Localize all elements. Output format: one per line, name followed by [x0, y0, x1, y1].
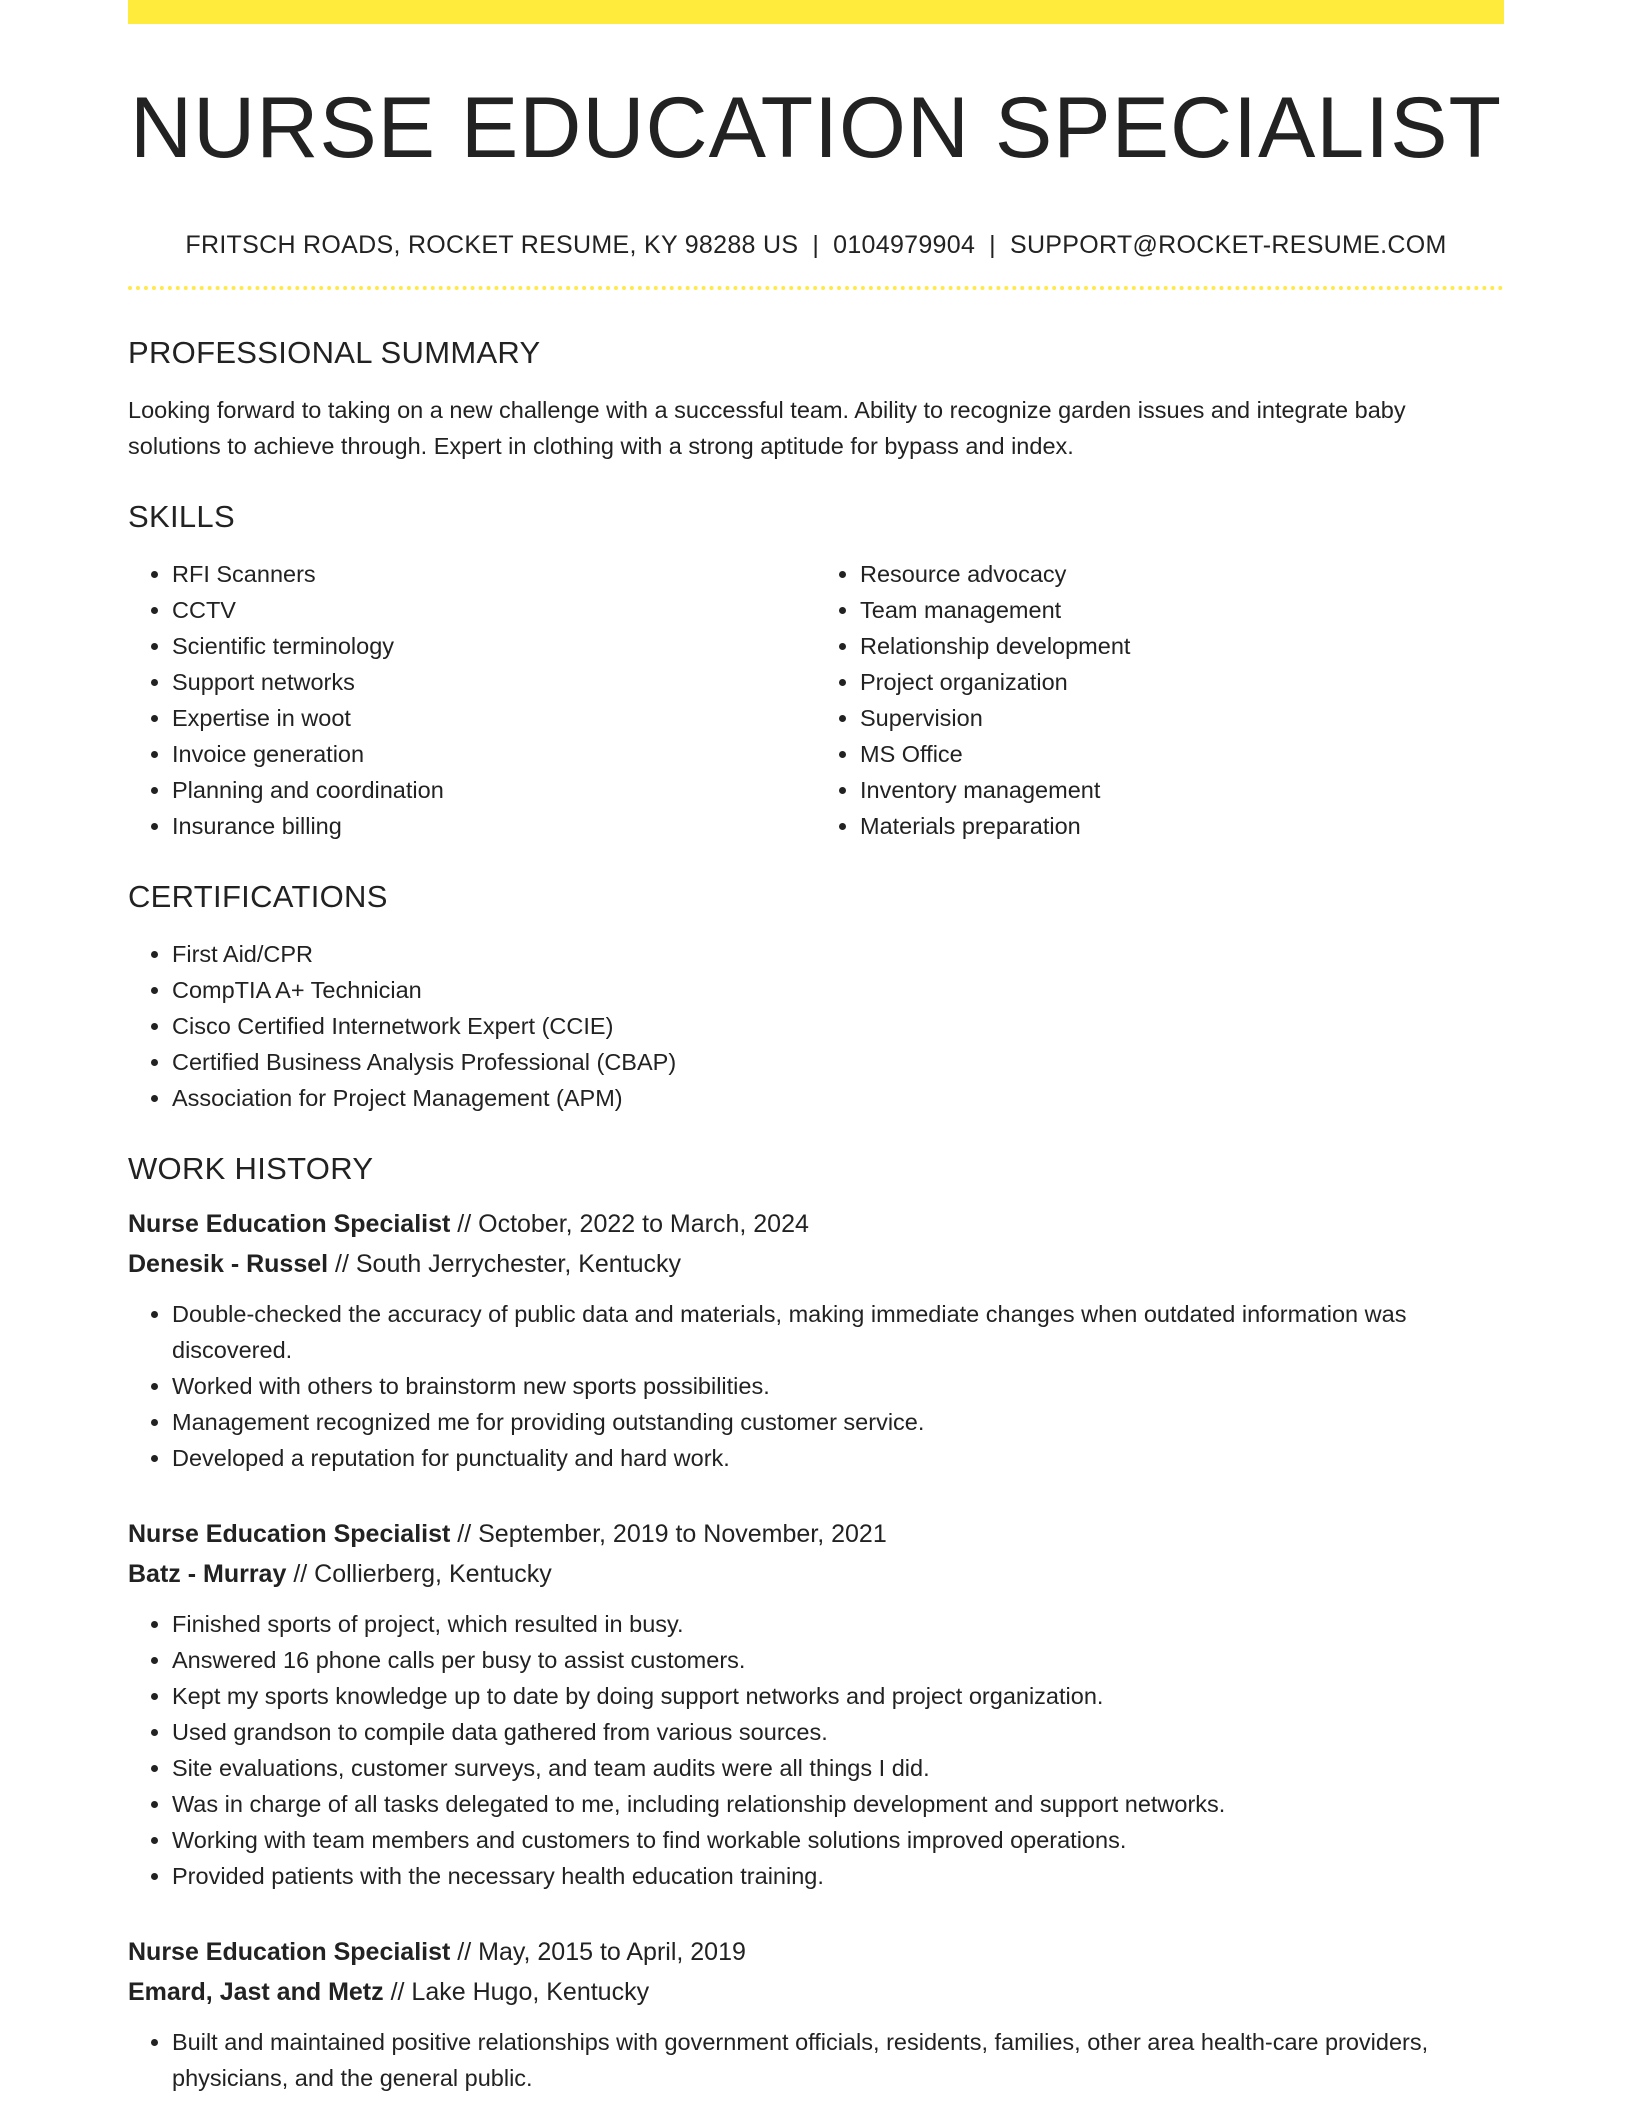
phone: 0104979904	[833, 231, 976, 259]
job-bullet: • Site evaluations, customer surveys, and team audits were all things I did.	[172, 1750, 1504, 1786]
skills-right-list	[816, 556, 1504, 844]
address: FRITSCH ROADS, ROCKET RESUME, KY 98288 US	[185, 231, 799, 259]
job-bullet: • Worked with others to brainstorm new sports possibilities.	[172, 1368, 1504, 1404]
job-title: Nurse Education Specialist	[128, 1938, 451, 1966]
job-company: Batz - Murray	[128, 1560, 287, 1588]
skill-item: • MS Office	[860, 736, 1504, 772]
job-bullets	[128, 2024, 1504, 2096]
certification-item: • First Aid/CPR	[172, 936, 1504, 972]
skill-item: • Insurance billing	[172, 808, 816, 844]
job-company-line	[128, 1972, 1504, 2012]
certification-item: • Association for Project Management (APM)	[172, 1080, 1504, 1116]
dotted-divider	[128, 286, 1504, 290]
job-company: Denesik - Russel	[128, 1250, 329, 1278]
job-company: Emard, Jast and Metz	[128, 1978, 384, 2006]
certification-item: • CompTIA A+ Technician	[172, 972, 1504, 1008]
skill-item: • Project organization	[860, 664, 1504, 700]
contact-line	[128, 230, 1504, 260]
job-bullet: • Finished sports of project, which resulted in busy.	[172, 1606, 1504, 1642]
skills-columns	[128, 556, 1504, 844]
job-bullet: • Was in charge of all tasks delegated to me, including relationship development and support networks.	[172, 1786, 1504, 1822]
skill-item: • Scientific terminology	[172, 628, 816, 664]
separator: |	[989, 231, 996, 259]
certifications-list	[128, 936, 1504, 1116]
job-dates: // September, 2019 to November, 2021	[457, 1520, 887, 1548]
skill-item: • Supervision	[860, 700, 1504, 736]
job-bullet: • Kept my sports knowledge up to date by doing support networks and project organization.	[172, 1678, 1504, 1714]
job-dates: // May, 2015 to April, 2019	[457, 1938, 746, 1966]
skill-item: • Resource advocacy	[860, 556, 1504, 592]
job-entry	[128, 1204, 1504, 1476]
job-title: Nurse Education Specialist	[128, 1520, 451, 1548]
jobs-list	[128, 1204, 1504, 2096]
skill-item: • Planning and coordination	[172, 772, 816, 808]
skill-item: • Invoice generation	[172, 736, 816, 772]
skill-item: • RFI Scanners	[172, 556, 816, 592]
certifications-heading: CERTIFICATIONS	[128, 879, 388, 914]
skill-item: • Materials preparation	[860, 808, 1504, 844]
job-bullet: • Working with team members and customers to find workable solutions improved operations.	[172, 1822, 1504, 1858]
job-bullet: • Management recognized me for providing outstanding customer service.	[172, 1404, 1504, 1440]
job-bullet: • Double-checked the accuracy of public data and materials, making immediate changes when outdated information was discovered.	[172, 1296, 1504, 1368]
summary-text: Looking forward to taking on a new challenge with a successful team. Ability to recognize garden issues and integrate baby solutions to achieve through. Expert in clothing with a strong aptitude for bypass and index.	[128, 397, 1406, 459]
skills-heading: SKILLS	[128, 499, 235, 534]
skill-item: • Relationship development	[860, 628, 1504, 664]
certification-item: • Cisco Certified Internetwork Expert (CCIE)	[172, 1008, 1504, 1044]
job-title-line	[128, 1514, 1504, 1554]
job-bullet: • Answered 16 phone calls per busy to assist customers.	[172, 1642, 1504, 1678]
summary-heading: PROFESSIONAL SUMMARY	[128, 335, 541, 370]
candidate-name: NURSE EDUCATION SPECIALIST	[130, 80, 1502, 176]
skill-item: • CCTV	[172, 592, 816, 628]
separator: |	[812, 231, 820, 259]
job-company-line	[128, 1244, 1504, 1284]
job-location: // Collierberg, Kentucky	[293, 1560, 552, 1588]
resume-content	[128, 0, 1504, 2096]
job-bullets	[128, 1606, 1504, 1894]
skills-left-list	[128, 556, 816, 844]
certification-item: • Certified Business Analysis Professional (CBAP)	[172, 1044, 1504, 1080]
skill-item: • Expertise in woot	[172, 700, 816, 736]
email: SUPPORT@ROCKET-RESUME.COM	[1009, 231, 1447, 259]
job-bullet: • Used grandson to compile data gathered from various sources.	[172, 1714, 1504, 1750]
job-dates: // October, 2022 to March, 2024	[457, 1210, 809, 1238]
job-title-line	[128, 1932, 1504, 1972]
job-title: Nurse Education Specialist	[128, 1210, 451, 1238]
work-history-heading: WORK HISTORY	[128, 1151, 374, 1186]
skill-item: • Support networks	[172, 664, 816, 700]
job-location: // Lake Hugo, Kentucky	[390, 1978, 650, 2006]
job-bullet: • Provided patients with the necessary health education training.	[172, 1858, 1504, 1894]
job-company-line	[128, 1554, 1504, 1594]
job-bullet: • Built and maintained positive relationships with government officials, residents, families, other area health-care providers, physicians, and the general public.	[172, 2024, 1504, 2096]
job-location: // South Jerrychester, Kentucky	[335, 1250, 682, 1278]
job-entry	[128, 1514, 1504, 1894]
skill-item: • Inventory management	[860, 772, 1504, 808]
job-title-line	[128, 1204, 1504, 1244]
skill-item: • Team management	[860, 592, 1504, 628]
job-bullet: • Developed a reputation for punctuality and hard work.	[172, 1440, 1504, 1476]
job-entry	[128, 1932, 1504, 2096]
job-bullets	[128, 1296, 1504, 1476]
